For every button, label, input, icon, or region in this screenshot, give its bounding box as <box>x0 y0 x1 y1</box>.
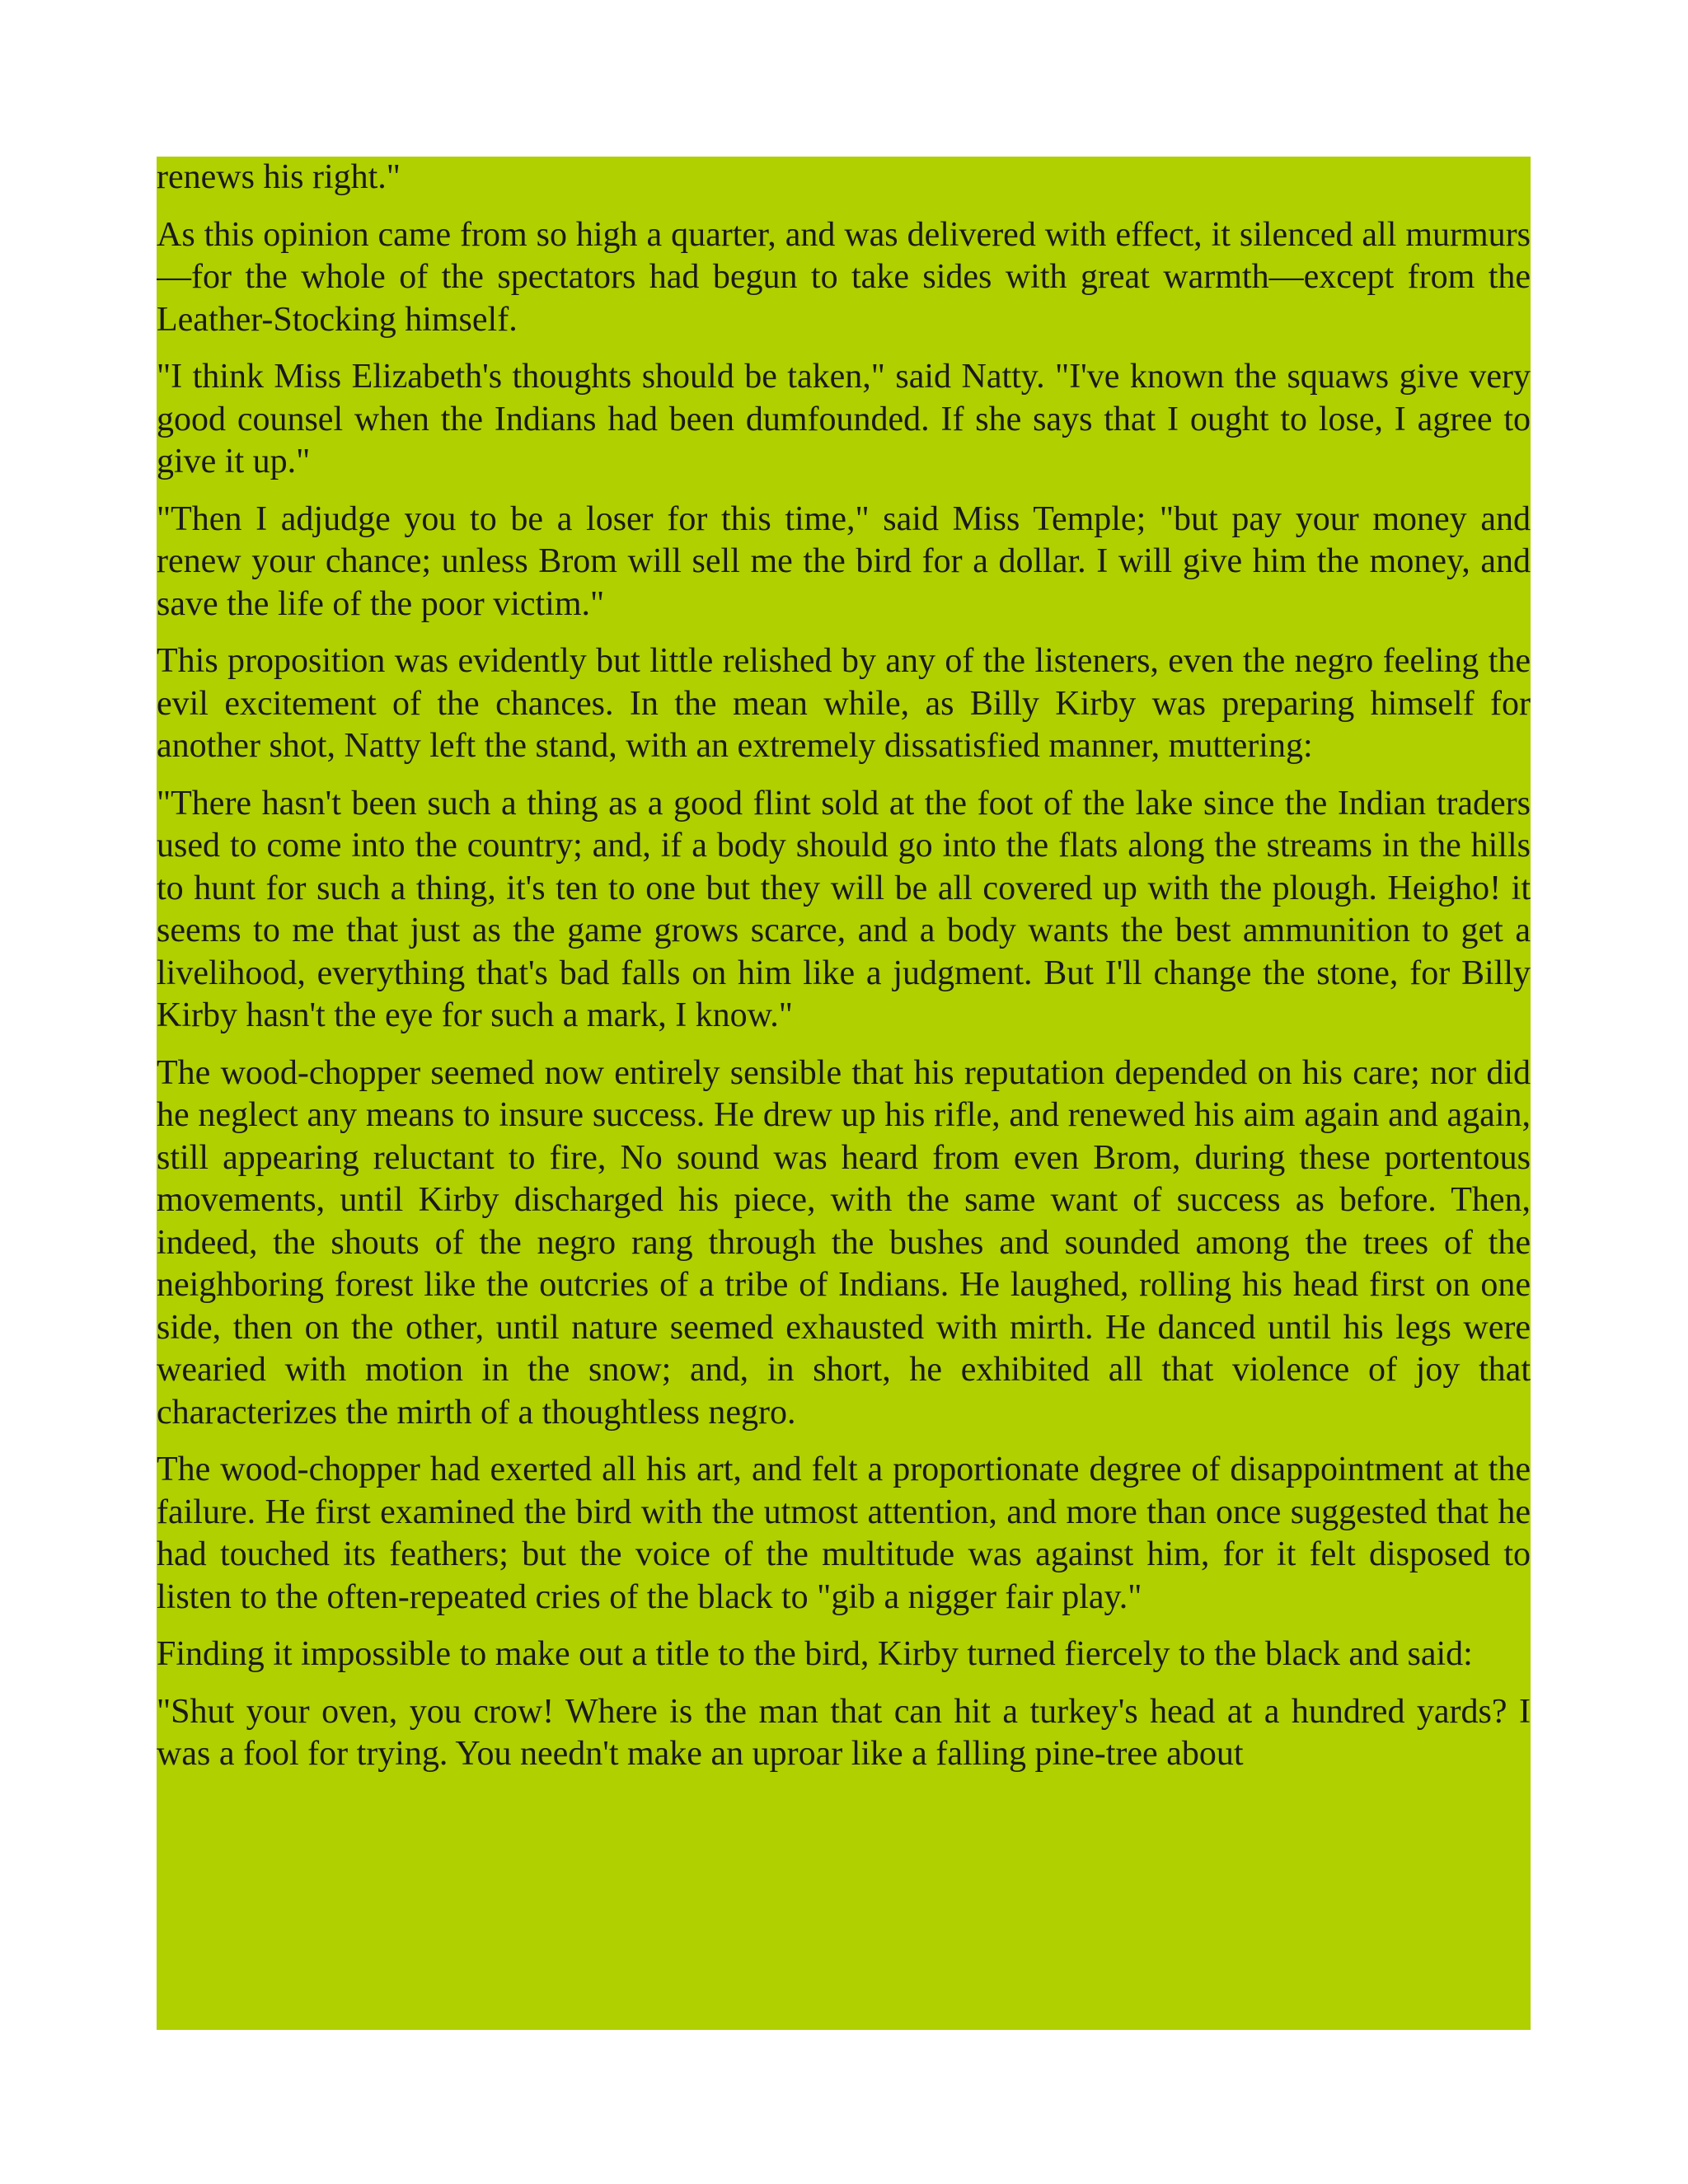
paragraph: "There hasn't been such a thing as a good flint sold at the foot of the lake since the Indian traders used to come into the country; and, if a body should go into the flats along the streams in the hills to hunt for such a thing, it's ten to one but they will be all covered up with the plough. Heigho! it seems to me that just as the game grows scarce, and a body wants the best ammunition to get a livelihood, everything that's bad falls on him like a judgment. But I'll change the stone, for Billy Kirby hasn't the eye for such a mark, I know." <box>157 784 1531 1034</box>
paragraph: This proposition was evidently but little relished by any of the listeners, even the negro feeling the evil excitement of the chances. In the mean while, as Billy Kirby was preparing himself for another shot, Natty left the stand, with an extremely dissatisfied manner, muttering: <box>157 642 1531 765</box>
paragraph: renews his right." <box>157 158 401 196</box>
paragraph: As this opinion came from so high a quarter, and was delivered with effect, it silenced all murmurs—for the whole of the spectators had begun to take sides with great warmth—except from the Leather-Stocking himself. <box>157 215 1531 339</box>
highlighted-text-block <box>157 157 1531 2030</box>
paragraph: "Then I adjudge you to be a loser for this time," said Miss Temple; "but pay your money and renew your chance; unless Brom will sell me the bird for a dollar. I will give him the money, and save the life of the poor victim." <box>157 499 1531 623</box>
paragraph: "Shut your oven, you crow! Where is the man that can hit a turkey's head at a hundred yards? I was a fool for trying. You needn't make an uproar like a falling pine-tree about <box>157 1692 1531 1773</box>
paragraph: "I think Miss Elizabeth's thoughts should be taken," said Natty. "I've known the squaws give very good counsel when the Indians had been dumfounded. If she says that I ought to lose, I agree to give it up." <box>157 358 1531 480</box>
paragraph: The wood-chopper seemed now entirely sensible that his reputation depended on his care; nor did he neglect any means to insure success. He drew up his rifle, and renewed his aim again and again, still appearing reluctant to fire, No sound was heard from even Brom, during these portentous movements, until Kirby discharged his piece, with the same want of success as before. Then, indeed, the shouts of the negro rang through the bushes and sounded among the trees of the neighboring forest like the outcries of a tribe of Indians. He laughed, rolling his head first on one side, then on the other, until nature seemed exhausted with mirth. He danced until his legs were wearied with motion in the snow; and, in short, he exhibited all that violence of joy that characterizes the mirth of a thoughtless negro. <box>157 1053 1531 1432</box>
paragraph: The wood-chopper had exerted all his art, and felt a proportionate degree of disappointment at the failure. He first examined the bird with the utmost attention, and more than once suggested that he had touched its feathers; but the voice of the multitude was against him, for it felt disposed to listen to the often-repeated cries of the black to "gib a nigger fair play." <box>157 1451 1531 1616</box>
paragraph: Finding it impossible to make out a title to the bird, Kirby turned fiercely to the black and said: <box>157 1635 1473 1673</box>
